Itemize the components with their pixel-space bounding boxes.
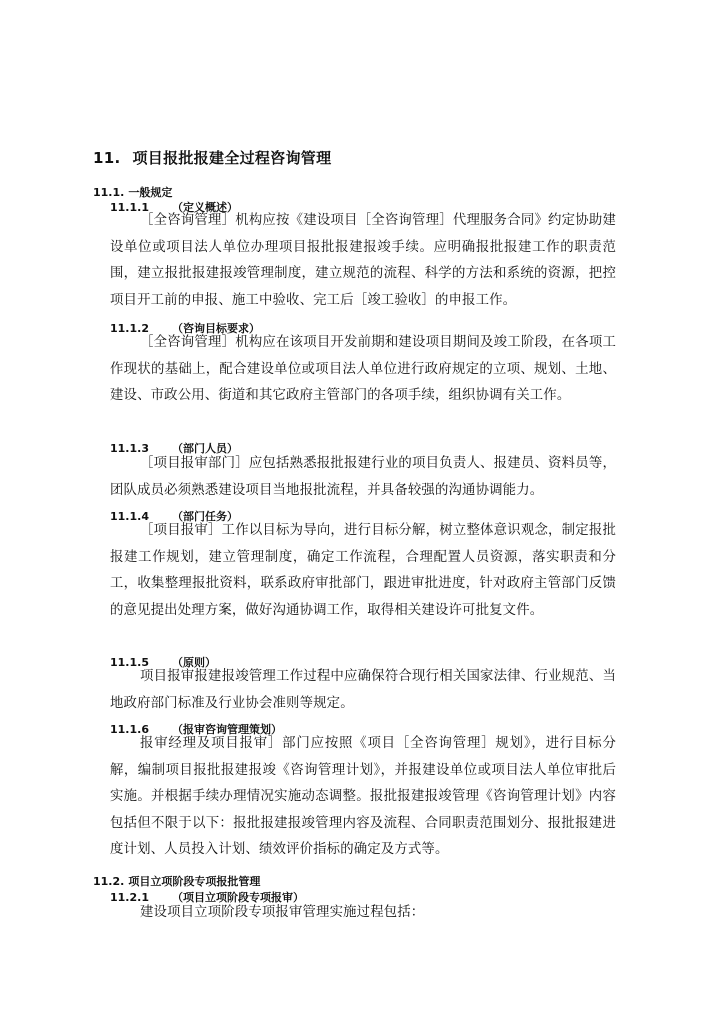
- section-number: 11.: [93, 149, 121, 167]
- clause-paragraph: ［项目报审部门］应包括熟悉报批报建行业的项目负责人、报建员、资料员等，团队成员必须熟悉建设项目当地报批流程，并具备较强的沟通协调能力。: [110, 456, 616, 498]
- subsection-heading: [93, 184, 172, 200]
- subsection-number: 11.1.: [93, 186, 125, 199]
- clause-paragraph: 报审经理及项目报审］部门应按照《项目［全咨询管理］规划》，进行目标分解，编制项目报批报建报竣《咨询管理计划》，并报建设单位或项目法人单位审批后实施。并根据手续办理情况实施动态调整。报批报建报竣管理《咨询管理计划》内容包括但不限于以下：报批报建报竣管理内容及流程、合同职责范围划分、报批报建进度计划、人员投入计划、绩效评价指标的确定及方式等。: [110, 736, 616, 857]
- clause-number: 11.1.3: [110, 442, 149, 455]
- clause-title: （报审咨询管理策划）: [172, 723, 282, 736]
- clause-title: （项目立项阶段专项报审）: [172, 891, 304, 904]
- clause-title: （原则）: [172, 656, 216, 669]
- clause-number: 11.1.1: [110, 201, 149, 214]
- clause-number: 11.1.4: [110, 510, 149, 523]
- subsection-number: 11.2.: [93, 875, 125, 888]
- section-heading: [93, 147, 331, 168]
- clause-title: （定义概述）: [172, 201, 238, 214]
- clause-number: 11.1.6: [110, 723, 149, 736]
- subsection-title: 项目立项阶段专项报批管理: [128, 875, 261, 888]
- clause-number: 11.2.1: [110, 891, 149, 904]
- clause-paragraph: 项目报审报建报竣管理工作过程中应确保符合现行相关国家法律、行业规范、当地政府部门标准及行业协会准则等规定。: [110, 669, 616, 711]
- clause-paragraph: 建设项目立项阶段专项报审管理实施过程包括：: [140, 905, 425, 920]
- clause-paragraph: ［全咨询管理］机构应按《建设项目［全咨询管理］代理服务合同》约定协助建设单位或项目法人单位办理项目报批报建报竣手续。应明确报批报建工作的职责范围，建立报批报建报竣管理制度，建立规范的流程、科学的方法和系统的资源，把控项目开工前的申报、施工中验收、完工后［竣工验收］的申报工作。: [110, 213, 616, 308]
- clause-number: 11.1.5: [110, 656, 149, 669]
- subsection-title: 一般规定: [128, 186, 173, 199]
- clause-title: （部门人员）: [172, 442, 238, 455]
- subsection-heading: [93, 873, 260, 889]
- clause-title: （咨询目标要求）: [172, 322, 260, 335]
- clause-title: （部门任务）: [172, 510, 238, 523]
- clause-number: 11.1.2: [110, 322, 149, 335]
- clause-paragraph: ［项目报审］工作以目标为导向，进行目标分解，树立整体意识观念，制定报批报建工作规划，建立管理制度，确定工作流程，合理配置人员资源，落实职责和分工，收集整理报批资料，联系政府审批部门，跟进审批进度，针对政府主管部门反馈的意见提出处理方案，做好沟通协调工作，取得相关建设许可批复文件。: [110, 523, 616, 618]
- clause-paragraph: ［全咨询管理］机构应在该项目开发前期和建设项目期间及竣工阶段，在各项工作现状的基础上，配合建设单位或项目法人单位进行政府规定的立项、规划、土地、建设、市政公用、街道和其它政府主管部门的各项手续，组织协调有关工作。: [110, 335, 616, 403]
- section-title: 项目报批报建全过程咨询管理: [132, 149, 332, 167]
